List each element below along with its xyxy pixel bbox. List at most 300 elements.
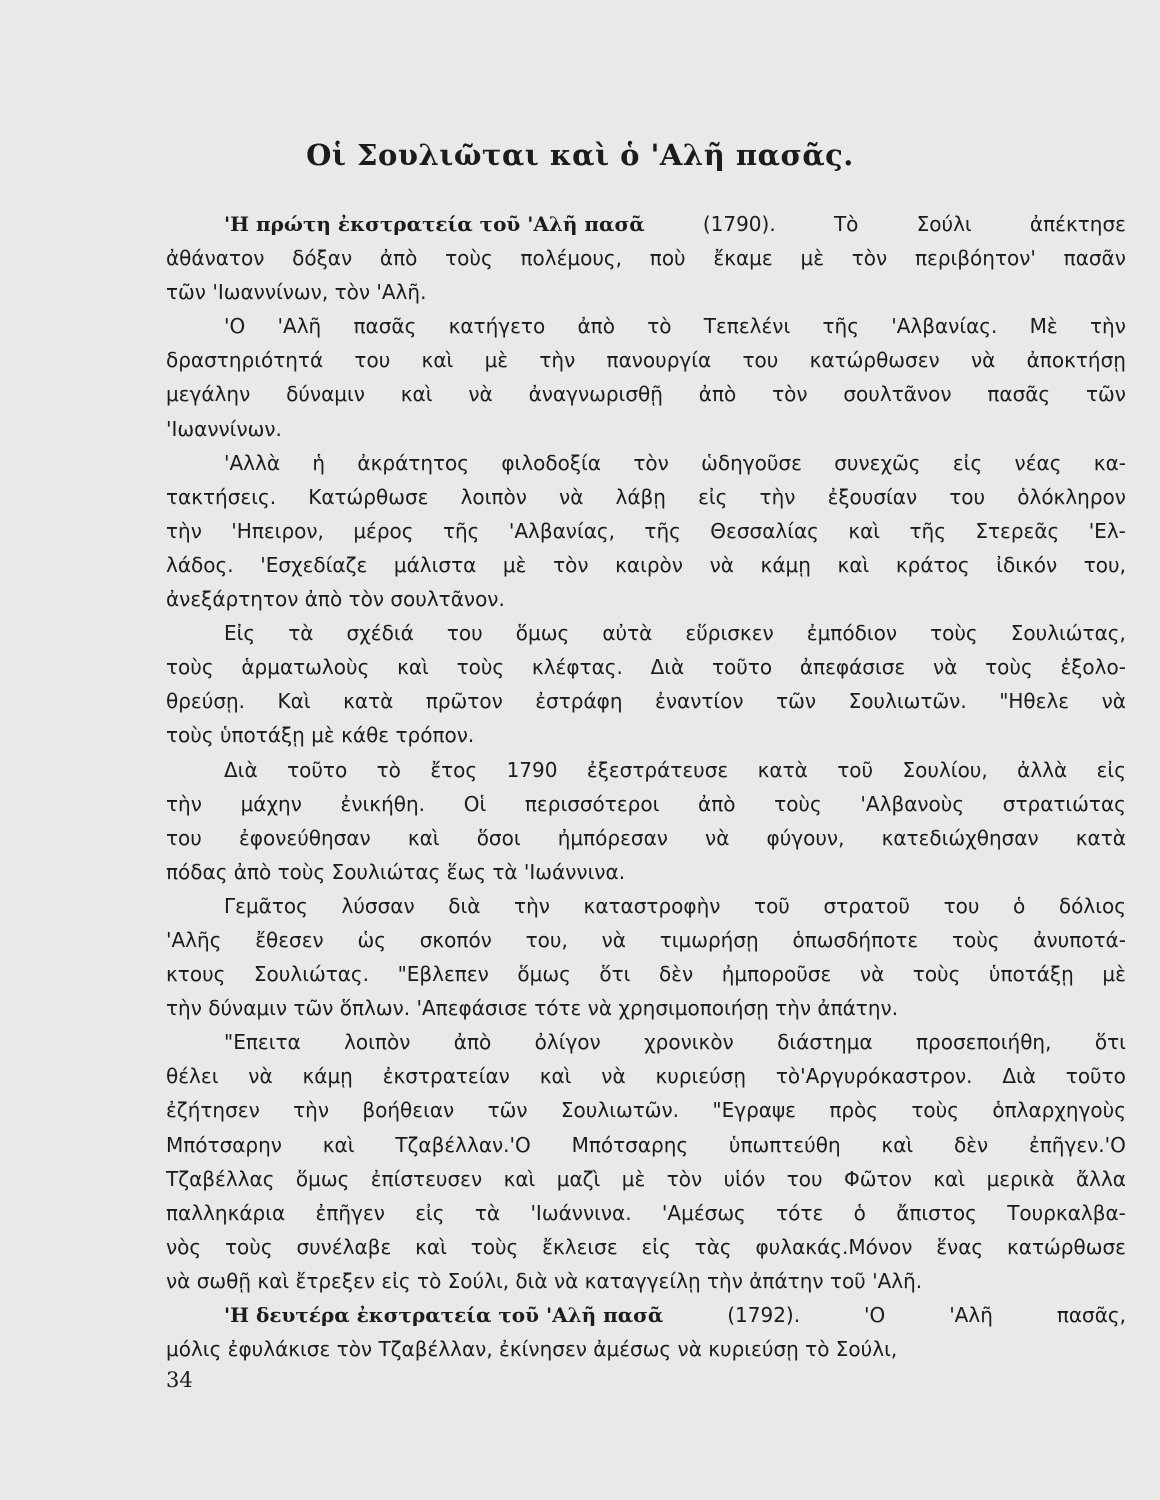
word: Διὰ bbox=[224, 757, 258, 782]
word: κατὰ bbox=[757, 757, 808, 782]
word: ἄπιστος bbox=[896, 1200, 977, 1225]
word: (1790). bbox=[702, 212, 776, 236]
word: πασᾶς bbox=[353, 314, 417, 339]
word: ὀλίγον bbox=[534, 1030, 601, 1055]
word: πρῶτον bbox=[425, 689, 503, 714]
word: τοὺς bbox=[225, 1234, 273, 1259]
word: τοὺς bbox=[985, 655, 1033, 680]
word: λάδος. bbox=[166, 552, 234, 577]
text-line bbox=[166, 1298, 1126, 1332]
text-line bbox=[166, 207, 1126, 241]
word: αὐτὰ bbox=[602, 621, 653, 646]
word: 'Αλβανίας, bbox=[508, 518, 616, 543]
word: νὰ bbox=[705, 825, 730, 850]
word: σχέδιά bbox=[346, 621, 414, 646]
word: τῆς bbox=[442, 518, 480, 543]
word: ὅτι bbox=[599, 962, 631, 987]
word: "Εβλεπεν bbox=[397, 962, 489, 987]
word: ἐκστρατείαν bbox=[382, 1064, 510, 1089]
word: 'Αλῆς bbox=[166, 927, 222, 952]
word: 'Ελ- bbox=[1088, 518, 1126, 543]
word: ἐξουσίαν bbox=[827, 484, 918, 509]
word: κατεδιώχθησαν bbox=[881, 825, 1039, 850]
word: ἕνας bbox=[936, 1234, 984, 1259]
word: ἰδικόν bbox=[996, 552, 1058, 577]
text-line bbox=[166, 991, 1126, 1025]
word: του bbox=[446, 621, 483, 646]
word: Στερεᾶς bbox=[975, 518, 1060, 543]
word: νέας bbox=[1014, 450, 1062, 475]
word: του, bbox=[1083, 552, 1126, 577]
word: τῆς bbox=[644, 518, 681, 543]
word: θέλει bbox=[166, 1064, 219, 1089]
word: ἔκαμε bbox=[713, 246, 773, 271]
word: νὸς bbox=[166, 1234, 202, 1259]
word: πολέμους, bbox=[520, 246, 623, 271]
word: μέρος bbox=[353, 518, 414, 543]
text-line bbox=[166, 480, 1126, 514]
word: Κατώρθωσε bbox=[308, 484, 429, 509]
word: ποὺ bbox=[649, 246, 686, 271]
word: ἁρματωλοὺς bbox=[241, 655, 370, 680]
text-line bbox=[166, 1059, 1126, 1093]
word: ὁλόκληρον bbox=[1017, 484, 1126, 509]
word: 'Ο bbox=[864, 1303, 886, 1327]
word: ὅτι bbox=[1094, 1030, 1126, 1055]
word: ἀναγνωρισθῇ bbox=[528, 382, 663, 407]
text-line bbox=[166, 753, 1126, 787]
word: ὁ bbox=[853, 1200, 866, 1225]
word: Τουρκαλβα- bbox=[1007, 1200, 1126, 1225]
word: Σουλιωτῶν. bbox=[560, 1098, 680, 1123]
word: νὰ bbox=[970, 348, 996, 373]
word: καὶ bbox=[415, 1234, 447, 1259]
word: ἀπὸ bbox=[453, 1030, 492, 1055]
text-line bbox=[166, 1196, 1126, 1230]
word: καιρὸν bbox=[615, 552, 683, 577]
text-line bbox=[166, 616, 1126, 650]
word: καὶ bbox=[837, 552, 870, 577]
line-text: ἀνεξάρτητον ἀπὸ τὸν σουλτᾶνον. bbox=[166, 587, 505, 612]
word: νὰ bbox=[859, 962, 885, 987]
word: μὲ bbox=[484, 348, 509, 373]
word: Τεπελένι bbox=[703, 314, 791, 339]
word: ὅμως bbox=[517, 962, 571, 987]
word: Τὸ bbox=[833, 212, 859, 236]
word: στρατοῦ bbox=[823, 893, 910, 918]
word: ἐζήτησεν bbox=[166, 1098, 260, 1123]
word: νὰ bbox=[468, 382, 493, 407]
text-line bbox=[166, 582, 1126, 616]
word: εἰς bbox=[415, 1200, 445, 1225]
word: πανουργία bbox=[606, 348, 712, 373]
word: ἐξεστράτευσε bbox=[586, 757, 729, 782]
word: τιμωρήσῃ bbox=[659, 927, 759, 952]
word: ἐφονεύθησαν bbox=[238, 825, 371, 850]
word: μὲ bbox=[1102, 962, 1126, 987]
text-line bbox=[166, 412, 1126, 446]
text-line bbox=[166, 1332, 1126, 1366]
word: Μπότσαρην bbox=[166, 1132, 282, 1157]
word: τὸν bbox=[553, 552, 589, 577]
word: καὶ bbox=[322, 1132, 355, 1157]
word: φιλοδοξία bbox=[501, 450, 601, 475]
word: νὰ bbox=[248, 1064, 273, 1089]
text-line bbox=[166, 1093, 1126, 1127]
word: ἡ bbox=[312, 450, 326, 475]
word: κατώρθωσε bbox=[1007, 1234, 1126, 1259]
word: τὴν bbox=[166, 518, 202, 543]
word: μεγάλην bbox=[166, 382, 251, 407]
word: ἐξολο- bbox=[1060, 655, 1126, 680]
word: τῆς bbox=[909, 518, 946, 543]
word: τοὺς bbox=[911, 1098, 959, 1123]
word: περιβόητον' bbox=[914, 246, 1036, 271]
word: τὸν bbox=[666, 1166, 703, 1191]
word: τῶν bbox=[776, 689, 817, 714]
word: δὲν bbox=[953, 1132, 989, 1157]
word: δύναμιν bbox=[286, 382, 365, 407]
word: Τζαβέλλαν.'Ο bbox=[395, 1132, 531, 1157]
text-line bbox=[166, 514, 1126, 548]
word: ὡς bbox=[357, 927, 386, 952]
word: "Ηθελε bbox=[999, 689, 1070, 714]
section-heading: 'Η δευτέρα ἐκστρατεία τοῦ 'Αλῆ πασᾶ bbox=[224, 1303, 664, 1327]
text-line bbox=[166, 241, 1126, 275]
word: ὅμως bbox=[515, 621, 570, 646]
word: κατὰ bbox=[1075, 825, 1126, 850]
word: τὰς bbox=[694, 1234, 732, 1259]
word: καταστροφὴν bbox=[583, 893, 721, 918]
word: κτους bbox=[166, 962, 226, 987]
word: τὸ bbox=[647, 314, 672, 339]
word: νὰ bbox=[601, 1064, 626, 1089]
word: τὸν bbox=[772, 382, 808, 407]
word: 'Αλῆ bbox=[277, 314, 322, 339]
line-text: τοὺς ὑποτάξῃ μὲ κάθε τρόπον. bbox=[166, 723, 475, 748]
word: κατὰ bbox=[343, 689, 394, 714]
line-text: μόλις ἐφυλάκισε τὸν Τζαβέλλαν, ἐκίνησεν ἀμέσως νὰ κυριεύσῃ τὸ Σούλι, bbox=[166, 1337, 898, 1362]
word: νὰ bbox=[559, 484, 584, 509]
word: Μὲ bbox=[1029, 314, 1058, 339]
word: "Εγραψε bbox=[712, 1098, 796, 1123]
word: νὰ bbox=[932, 655, 958, 680]
word: πρὸς bbox=[829, 1098, 879, 1123]
word: μαζὶ bbox=[556, 1166, 601, 1191]
word: τοὺς bbox=[445, 246, 493, 271]
word: τὴν bbox=[166, 791, 202, 816]
word: 'Ιωάννινα. bbox=[530, 1200, 632, 1225]
word: σουλτᾶνον bbox=[843, 382, 952, 407]
word: ἐνικήθη. bbox=[340, 791, 426, 816]
word: ἀπεφάσισε bbox=[799, 655, 906, 680]
word: του bbox=[166, 825, 202, 850]
word: ἀλλὰ bbox=[1017, 757, 1068, 782]
word: ἀπέκτησε bbox=[1029, 212, 1126, 236]
word: μερικὰ bbox=[986, 1166, 1055, 1191]
word: ἠμποροῦσε bbox=[721, 962, 832, 987]
word: νὰ bbox=[709, 552, 734, 577]
word: μάλιστα bbox=[393, 552, 477, 577]
text-line bbox=[166, 1162, 1126, 1196]
text-line bbox=[166, 446, 1126, 480]
word: ἀπὸ bbox=[577, 314, 615, 339]
word: 'Ο bbox=[224, 314, 246, 339]
word: καὶ bbox=[503, 1166, 536, 1191]
word: μὲ bbox=[800, 246, 825, 271]
word: διὰ bbox=[448, 893, 481, 918]
word: τὰ bbox=[474, 1200, 501, 1225]
word: τοῦτο bbox=[287, 757, 348, 782]
word: ἐπῆγεν.'Ο bbox=[1028, 1132, 1126, 1157]
word: εἰς bbox=[952, 450, 983, 475]
text-line bbox=[166, 684, 1126, 718]
page-title: Οἱ Σουλιῶται καὶ ὁ 'Αλῆ πασᾶς. bbox=[306, 138, 854, 172]
word: εἰς bbox=[698, 484, 728, 509]
word: ἀκράτητος bbox=[357, 450, 470, 475]
section-heading: 'Η πρώτη ἐκστρατεία τοῦ 'Αλῆ πασᾶ bbox=[224, 212, 645, 236]
text-line bbox=[166, 718, 1126, 752]
word: φυλακάς.Μόνον bbox=[755, 1234, 913, 1259]
text-line bbox=[166, 923, 1126, 957]
word: Καὶ bbox=[277, 689, 311, 714]
word: φύγουν, bbox=[766, 825, 845, 850]
word: "Επειτα bbox=[224, 1030, 301, 1055]
word: τοῦτο bbox=[1065, 1064, 1126, 1089]
word: παλληκάρια bbox=[166, 1200, 286, 1225]
word: Θεσσαλίας bbox=[710, 518, 819, 543]
word: κάμῃ bbox=[302, 1064, 353, 1089]
word: ἀποκτήσῃ bbox=[1026, 348, 1126, 373]
word: συνέλαβε bbox=[296, 1234, 392, 1259]
word: πασᾶς bbox=[987, 382, 1051, 407]
word: κατώρθωσεν bbox=[809, 348, 940, 373]
word: του bbox=[949, 484, 986, 509]
word: ὑπωπτεύθη bbox=[728, 1132, 841, 1157]
word: εἰς bbox=[641, 1234, 671, 1259]
word: τῶν bbox=[487, 1098, 528, 1123]
word: Σουλιώτας. bbox=[253, 962, 370, 987]
word: τὸν bbox=[633, 450, 669, 475]
word: κα- bbox=[1093, 450, 1126, 475]
word: ἠμπόρεσαν bbox=[557, 825, 668, 850]
word: Οἱ bbox=[463, 791, 487, 816]
word: Διὰ bbox=[1002, 1064, 1036, 1089]
word: ἐναντίον bbox=[655, 689, 744, 714]
word: καὶ bbox=[400, 382, 433, 407]
word: κάμῃ bbox=[760, 552, 811, 577]
text-line bbox=[166, 957, 1126, 991]
word: τοὺς bbox=[166, 655, 214, 680]
word: ἐστράφη bbox=[535, 689, 623, 714]
line-text: νὰ σωθῇ καὶ ἔτρεξεν εἰς τὸ Σούλι, διὰ νὰ καταγγείλῃ τὴν ἀπάτην τοῦ 'Αλῆ. bbox=[166, 1268, 923, 1293]
word: ἔτος bbox=[430, 757, 478, 782]
word: 'Αλῆ bbox=[949, 1303, 993, 1327]
word: (1792). bbox=[727, 1303, 801, 1327]
text-line bbox=[166, 377, 1126, 411]
word: Γεμᾶτος bbox=[224, 893, 308, 918]
word: ὡδηγοῦσε bbox=[701, 450, 802, 475]
word: 'Αλλὰ bbox=[224, 450, 281, 475]
word: τότε bbox=[776, 1200, 824, 1225]
text-line bbox=[166, 548, 1126, 582]
word: Σουλιώτας, bbox=[1010, 621, 1126, 646]
word: τοῦ bbox=[837, 757, 874, 782]
word: καὶ bbox=[539, 1064, 572, 1089]
word: του bbox=[742, 348, 779, 373]
text-line bbox=[166, 650, 1126, 684]
text-line bbox=[166, 275, 1126, 309]
word: 'Εσχεδίαζε bbox=[260, 552, 368, 577]
word: τὰ bbox=[288, 621, 314, 646]
word: στρατιώτας bbox=[1002, 791, 1126, 816]
word: τὴν bbox=[1090, 314, 1126, 339]
word: ἀθάνατον bbox=[166, 246, 265, 271]
word: τοὺς bbox=[470, 1234, 519, 1259]
word: εἰς bbox=[1096, 757, 1126, 782]
word: δόλιος bbox=[1058, 893, 1126, 918]
word: Φῶτον bbox=[844, 1166, 912, 1191]
word: μὲ bbox=[502, 552, 527, 577]
word: βοήθειαν bbox=[362, 1098, 455, 1123]
text-line bbox=[166, 343, 1126, 377]
word: 'Αμέσως bbox=[661, 1200, 746, 1225]
word: θρεύσῃ. bbox=[166, 689, 246, 714]
word: νὰ bbox=[601, 927, 626, 952]
line-text: τῶν 'Ιωαννίνων, τὸν 'Αλῆ. bbox=[166, 280, 427, 305]
word: τὴν bbox=[539, 348, 576, 373]
word: ἔκλεισε bbox=[542, 1234, 618, 1259]
word: τὴν bbox=[514, 893, 550, 918]
text-line bbox=[166, 787, 1126, 821]
word: ὅσοι bbox=[476, 825, 521, 850]
word: λοιπὸν bbox=[460, 484, 527, 509]
word: τῶν bbox=[1086, 382, 1126, 407]
text-line bbox=[166, 821, 1126, 855]
word: τοὺς bbox=[912, 962, 961, 987]
word: τακτήσεις. bbox=[166, 484, 277, 509]
word: χρονικὸν bbox=[644, 1030, 734, 1055]
word: τὴν bbox=[293, 1098, 329, 1123]
line-text: τὴν δύναμιν τῶν ὅπλων. 'Απεφάσισε τότε νὰ χρησιμοποιήσῃ τὴν ἀπάτην. bbox=[166, 996, 899, 1021]
line-text: 'Ιωαννίνων. bbox=[166, 416, 282, 441]
word: κατήγετο bbox=[448, 314, 546, 339]
word: Σούλι bbox=[916, 212, 972, 236]
word: ἄλλα bbox=[1075, 1166, 1126, 1191]
word: τοὺς bbox=[951, 927, 1000, 952]
word: τοῦτο bbox=[712, 655, 773, 680]
text-line bbox=[166, 855, 1126, 889]
word: του bbox=[943, 893, 980, 918]
text-line bbox=[166, 1025, 1126, 1059]
word: ἀπὸ bbox=[698, 382, 737, 407]
word: τοὺς bbox=[774, 791, 822, 816]
word: Σουλιωτῶν. bbox=[848, 689, 967, 714]
word: λύσσαν bbox=[341, 893, 415, 918]
word: τῆς bbox=[822, 314, 859, 339]
word: ἀνυποτά- bbox=[1033, 927, 1126, 952]
word: καὶ bbox=[848, 518, 881, 543]
word: λοιπὸν bbox=[344, 1030, 411, 1055]
text-line bbox=[166, 309, 1126, 343]
word: σκοπόν bbox=[419, 927, 492, 952]
word: ἀπὸ bbox=[379, 246, 418, 271]
text-line bbox=[166, 1264, 1126, 1298]
word: του, bbox=[525, 927, 568, 952]
word: υἱόν bbox=[723, 1166, 766, 1191]
word: τὴν bbox=[759, 484, 796, 509]
body-text bbox=[166, 207, 1126, 1366]
word: τὸ'Αργυρόκαστρον. bbox=[775, 1064, 973, 1089]
word: Τζαβέλλας bbox=[166, 1166, 275, 1191]
word: δραστηριότητά bbox=[166, 348, 324, 373]
page-number: 34 bbox=[166, 1368, 193, 1392]
word: μάχην bbox=[240, 791, 302, 816]
word: πασᾶν bbox=[1063, 246, 1126, 271]
word: ὁπωσδήποτε bbox=[792, 927, 919, 952]
text-line bbox=[166, 1230, 1126, 1264]
word: κράτος bbox=[895, 552, 970, 577]
word: τοῦ bbox=[754, 893, 790, 918]
word: διάστημα bbox=[777, 1030, 873, 1055]
word: 'Αλβανοὺς bbox=[860, 791, 965, 816]
word: ἐπίστευσεν bbox=[370, 1166, 483, 1191]
word: προσεποιήθη, bbox=[916, 1030, 1052, 1055]
word: μὲ bbox=[621, 1166, 646, 1191]
word: τὸν bbox=[851, 246, 888, 271]
word: Διὰ bbox=[650, 655, 685, 680]
word: Σουλίου, bbox=[902, 757, 988, 782]
word: 'Αλβανίας. bbox=[891, 314, 998, 339]
word: καὶ bbox=[421, 348, 454, 373]
word: του bbox=[354, 348, 391, 373]
word: ὑποτάξῃ bbox=[988, 962, 1074, 987]
word: πασᾶς, bbox=[1056, 1303, 1126, 1327]
word: ἀπὸ bbox=[698, 791, 736, 816]
word: ἐπῆγεν bbox=[315, 1200, 385, 1225]
word: ἐμπόδιον bbox=[806, 621, 897, 646]
line-text: πόδας ἀπὸ τοὺς Σουλιώτας ἕως τὰ 'Ιωάννινα. bbox=[166, 859, 626, 884]
word: τὸ bbox=[376, 757, 401, 782]
word: δὲν bbox=[658, 962, 694, 987]
word: εὕρισκεν bbox=[685, 621, 774, 646]
word: 'Ηπειρον, bbox=[231, 518, 324, 543]
word: κλέφτας. bbox=[531, 655, 623, 680]
word: ὁ bbox=[1013, 893, 1026, 918]
word: του bbox=[786, 1166, 823, 1191]
word: καὶ bbox=[881, 1132, 914, 1157]
word: δόξαν bbox=[292, 246, 353, 271]
word: καὶ bbox=[933, 1166, 966, 1191]
word: ἔθεσεν bbox=[255, 927, 324, 952]
word: ὅμως bbox=[295, 1166, 350, 1191]
word: περισσότεροι bbox=[524, 791, 660, 816]
word: κυριεύσῃ bbox=[655, 1064, 747, 1089]
word: 1790 bbox=[506, 757, 558, 782]
word: νὰ bbox=[1101, 689, 1126, 714]
word: Μπότσαρης bbox=[571, 1132, 689, 1157]
word: συνεχῶς bbox=[834, 450, 921, 475]
word: τοὺς bbox=[456, 655, 505, 680]
word: καὶ bbox=[407, 825, 440, 850]
word: ὁπλαρχηγοὺς bbox=[992, 1098, 1126, 1123]
text-line bbox=[166, 889, 1126, 923]
word: τοὺς bbox=[930, 621, 978, 646]
text-line bbox=[166, 1128, 1126, 1162]
word: λάβῃ bbox=[615, 484, 666, 509]
word: Εἰς bbox=[224, 621, 256, 646]
word: καὶ bbox=[397, 655, 429, 680]
